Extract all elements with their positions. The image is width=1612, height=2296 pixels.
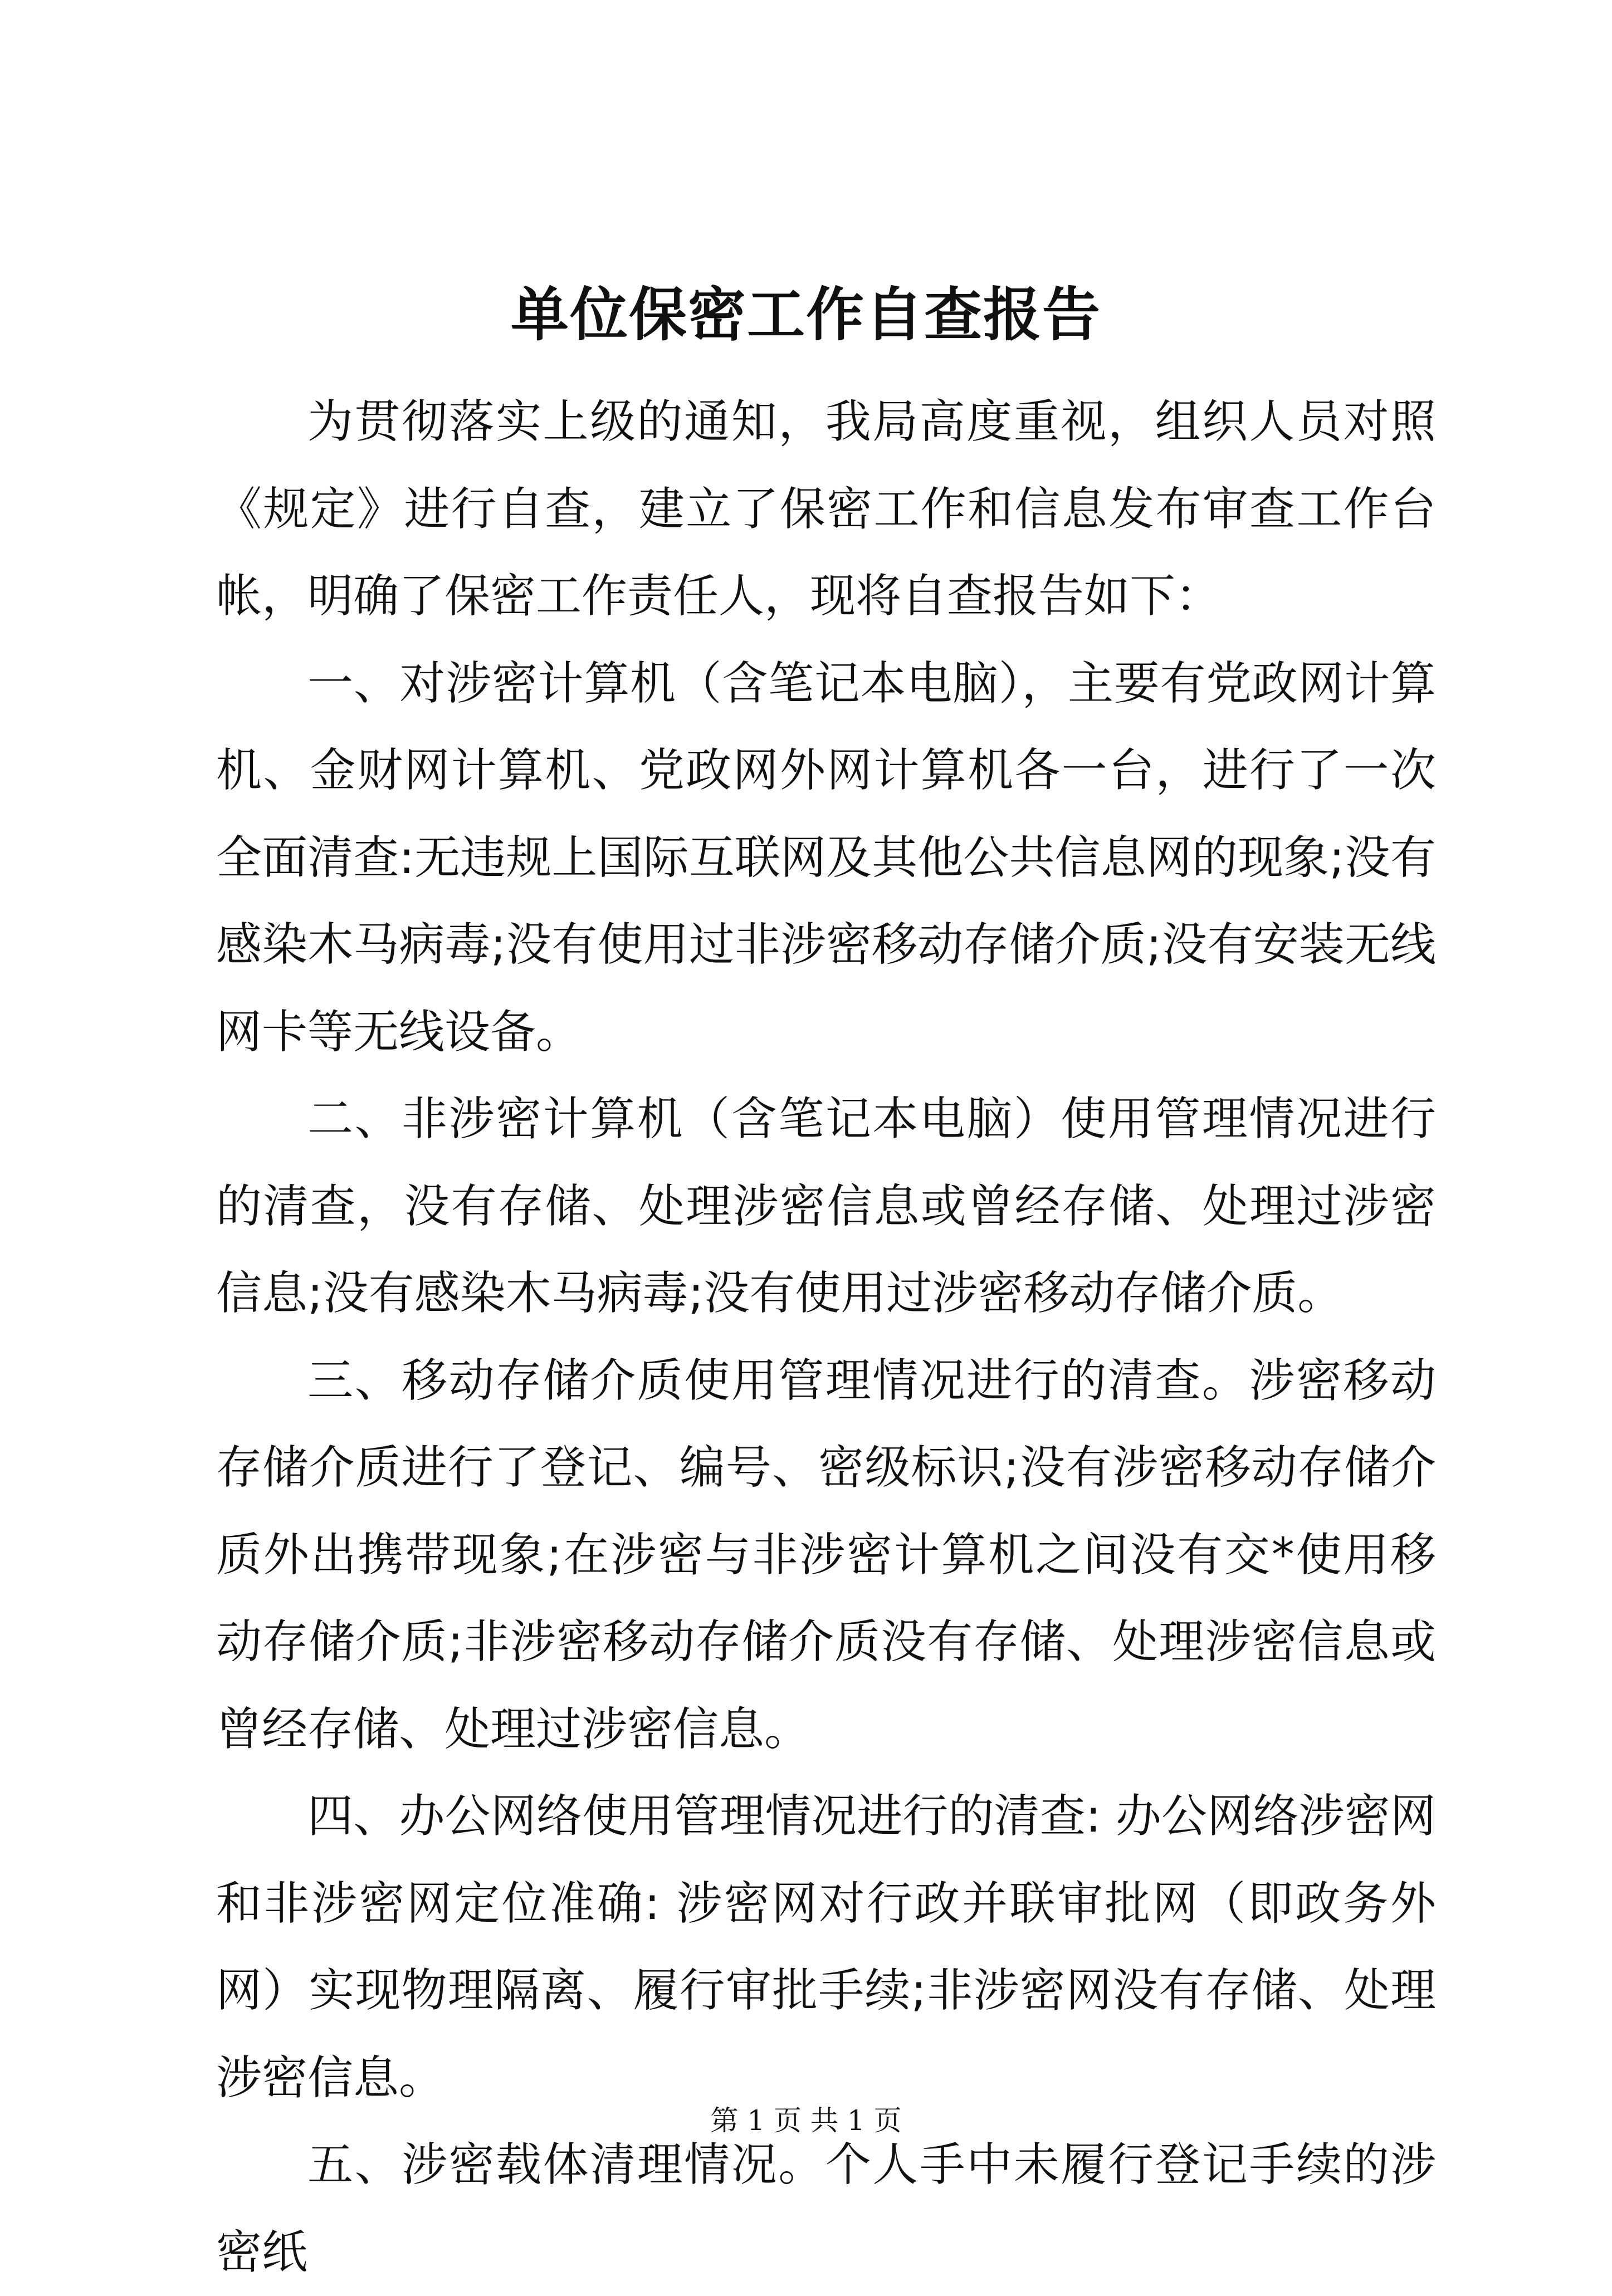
paragraph-intro: 为贯彻落实上级的通知，我局高度重视，组织人员对照《规定》进行自查，建立了保密工作和信息发布审查工作台帐，明确了保密工作责任人，现将自查报告如下： [216, 395, 1436, 623]
paragraph-section-5: 五、涉密载体清理情况。个人手中未履行登记手续的涉密纸 [216, 2138, 1436, 2279]
paragraph-section-1: 一、对涉密计算机（含笔记本电脑），主要有党政网计算机、金财网计算机、党政网外网计算机各一台，进行了一次全面清查:无违规上国际互联网及其他公共信息网的现象;没有感染木马病毒;没有使用过非涉密移动存储介质;没有安装无线网卡等无线设备。 [216, 657, 1436, 1059]
paragraph-section-4: 四、办公网络使用管理情况进行的清查: 办公网络涉密网和非涉密网定位准确: 涉密网对行政并联审批网（即政务外网）实现物理隔离、履行审批手续;非涉密网没有存储、处理涉密信息。 [216, 1790, 1436, 2104]
paragraph-section-2: 二、非涉密计算机（含笔记本电脑）使用管理情况进行的清查，没有存储、处理涉密信息或曾经存储、处理过涉密信息;没有感染木马病毒;没有使用过涉密移动存储介质。 [216, 1093, 1436, 1320]
document-title: 单位保密工作自查报告 [510, 280, 1101, 349]
paragraph-section-3: 三、移动存储介质使用管理情况进行的清查。涉密移动存储介质进行了登记、编号、密级标识;没有涉密移动存储介质外出携带现象;在涉密与非涉密计算机之间没有交*使用移动存储介质;非涉密移动存储介质没有存储、处理涉密信息或曾经存储、处理过涉密信息。 [216, 1354, 1436, 1756]
page-number-footer: 第 1 页 共 1 页 [710, 2104, 902, 2137]
document-body [216, 379, 1436, 2296]
